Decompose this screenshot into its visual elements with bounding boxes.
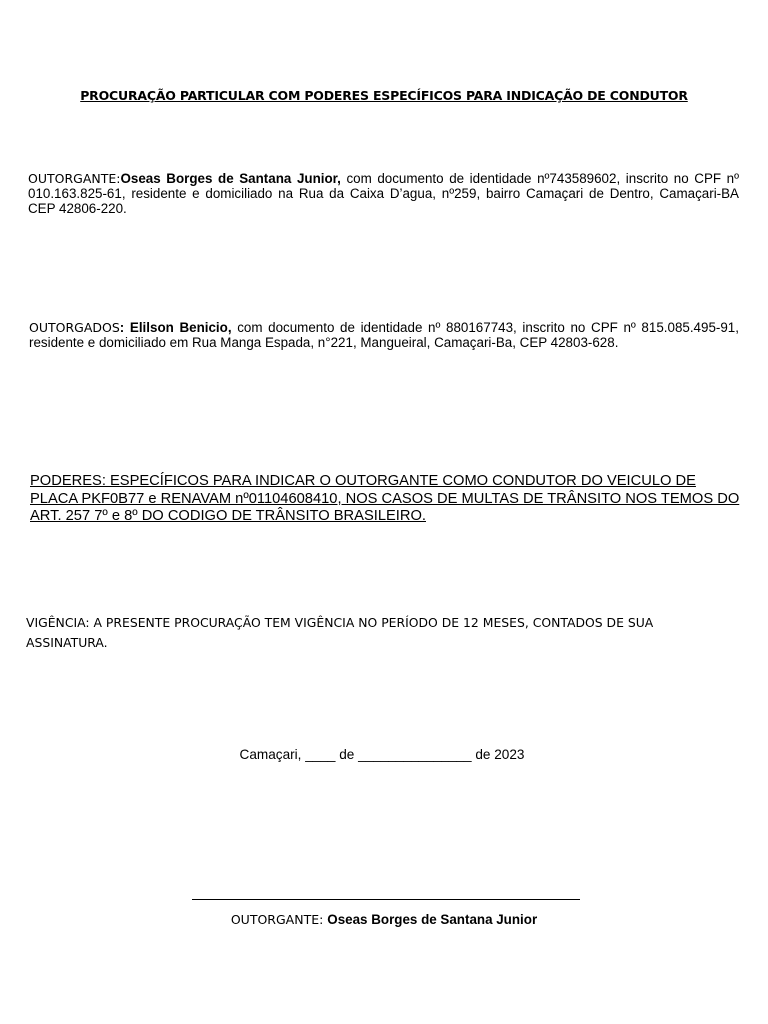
grantor-details: com documento de identidade nº743589602, inscrito no CPF nº 010.163.825-61, residente e domiciliado na Rua da Caixa D’agua, nº259, bairro Camaçari de Dentro, Camaçari-BA CEP 42806-220. <box>28 171 739 216</box>
place-date-line: Camaçari, ____ de _______________ de 2023 <box>239 747 525 762</box>
signature-name: Oseas Borges de Santana Junior <box>327 912 538 927</box>
grantor-label: OUTORGANTE: <box>28 171 121 186</box>
signature-caption <box>0 912 768 927</box>
signature-line <box>192 899 580 900</box>
powers-paragraph: PODERES: ESPECÍFICOS PARA INDICAR O OUTORGANTE COMO CONDUTOR DO VEICULO DE PLACA PKF0B77 e RENAVAM nº01104608410, NOS CASOS DE MULTAS DE TRÂNSITO NOS TEMOS DO ART. 257 7º e 8º DO CODIGO DE TRÂNSITO BRASILEIRO. <box>30 473 740 524</box>
grantee-details: com documento de identidade nº 880167743, inscrito no CPF nº 815.085.495-91, residente e domiciliado em Rua Manga Espada, n°221, Mangueiral, Camaçari-Ba, CEP 42803-628. <box>29 320 739 350</box>
grantee-name: Elilson Benicio, <box>129 320 232 335</box>
signature-label: OUTORGANTE: <box>230 912 328 927</box>
validity-paragraph: VIGÊNCIA: A PRESENTE PROCURAÇÃO TEM VIGÊNCIA NO PERÍODO DE 12 MESES, CONTADOS DE SUA ASSINATURA. <box>26 615 654 650</box>
grantor-name: Oseas Borges de Santana Junior, <box>120 171 341 186</box>
grantor-paragraph <box>28 171 739 216</box>
grantee-label: OUTORGADOS <box>29 320 120 335</box>
grantee-colon: : <box>119 320 130 335</box>
document-title: PROCURAÇÃO PARTICULAR COM PODERES ESPECÍFICOS PARA INDICAÇÃO DE CONDUTOR <box>80 88 688 103</box>
grantee-paragraph <box>29 320 739 350</box>
